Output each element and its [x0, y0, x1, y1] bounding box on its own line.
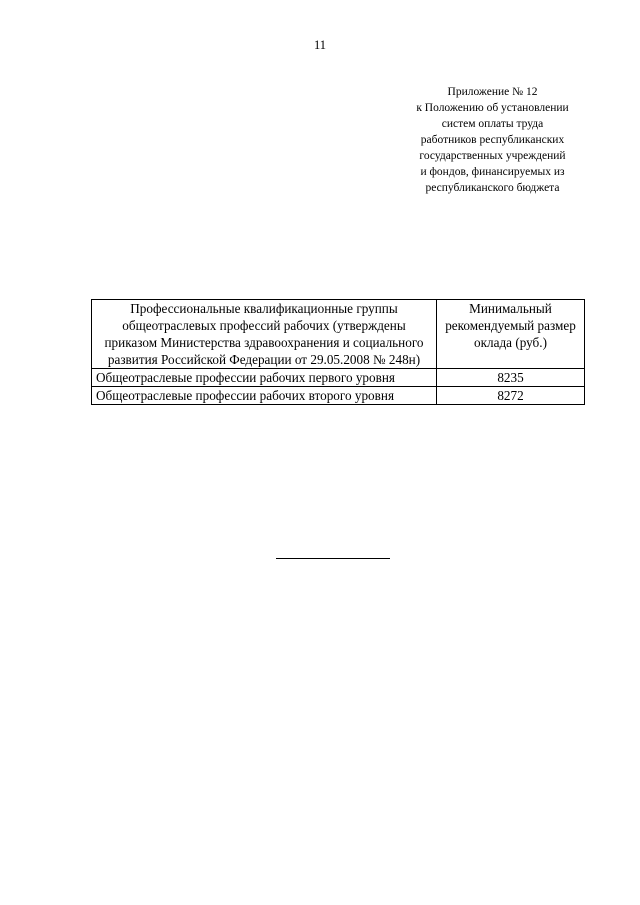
table-row [92, 369, 585, 387]
appendix-line: работников республиканских [420, 134, 565, 146]
header-minimum-salary: Минимальный рекомендуемый размер оклада (руб.) [437, 300, 585, 369]
header-qualification-groups: Профессиональные квалификационные группы общеотраслевых профессий рабочих (утверждены приказом Министерства здравоохранения и социального развития Российской Федерации от 29.05.2008 № 248н) [92, 300, 437, 369]
appendix-line: республиканского бюджета [425, 182, 560, 194]
salary-table [91, 299, 585, 405]
appendix-caption [385, 84, 600, 196]
row-salary-value: 8272 [437, 387, 585, 405]
appendix-line: систем оплаты труда [441, 118, 544, 130]
table-row [92, 387, 585, 405]
row-profession-level: Общеотраслевые профессии рабочих второго уровня [92, 387, 437, 405]
row-salary-value: 8235 [437, 369, 585, 387]
row-profession-level: Общеотраслевые профессии рабочих первого уровня [92, 369, 437, 387]
footer-divider [276, 558, 390, 559]
appendix-line: государственных учреждений [419, 150, 566, 162]
appendix-line: Приложение № 12 [447, 86, 538, 98]
appendix-line: к Положению об установлении [416, 102, 569, 114]
page-number: 11 [313, 38, 327, 52]
appendix-line: и фондов, финансируемых из [420, 166, 565, 178]
table-header-row [92, 300, 585, 369]
